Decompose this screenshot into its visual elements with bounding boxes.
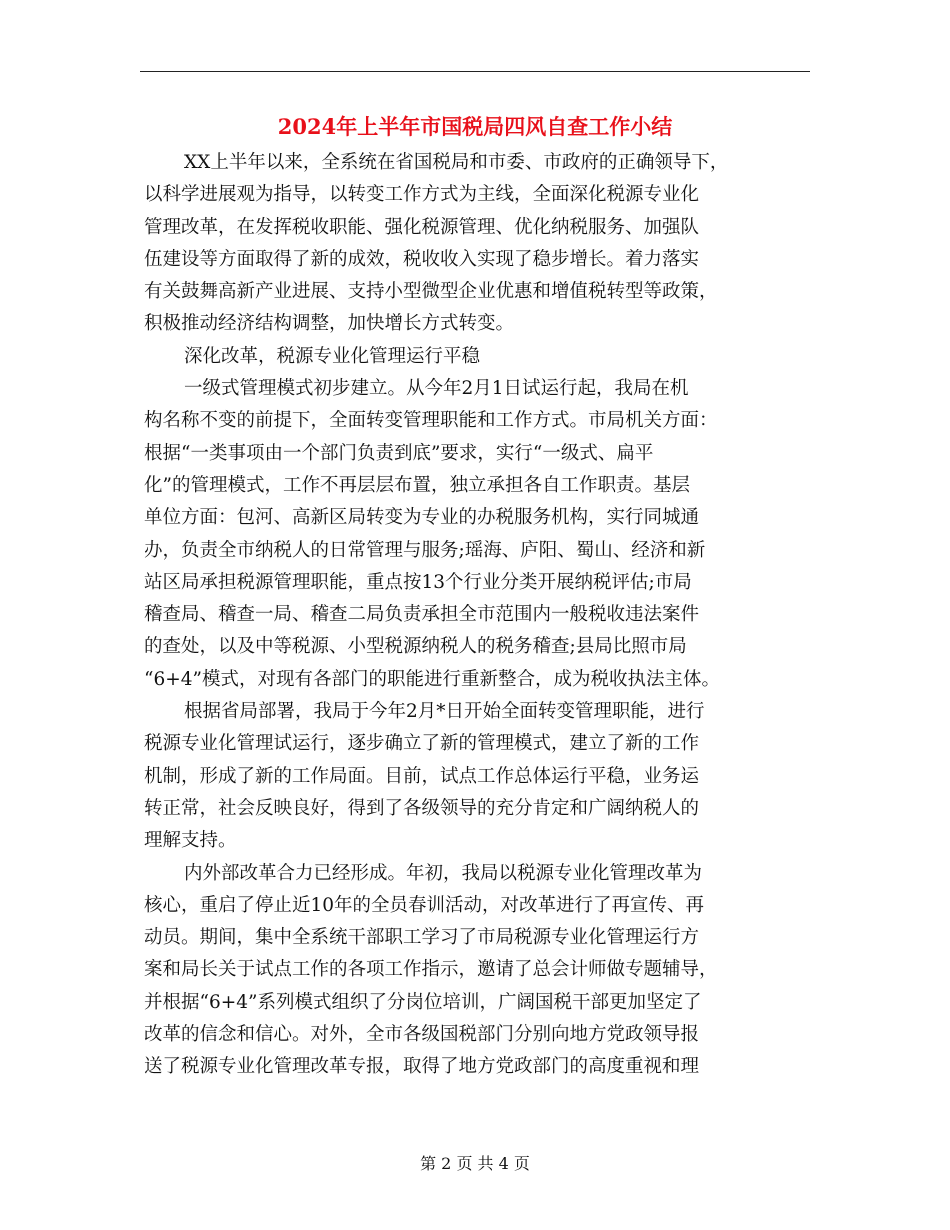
document-body [144, 147, 824, 1084]
page-number: 第 2 页 共 4 页 [420, 1154, 530, 1173]
body-line: 案和局长关于试点工作的各项工作指示，邀请了总会计师做专题辅导， [144, 959, 718, 981]
body-line: 根据“一类事项由一个部门负责到底”要求，实行“一级式、扁平 [144, 442, 654, 464]
document-title: 2024年上半年市国税局四风自查工作小结 [277, 114, 673, 139]
body-line: 理解支持。 [144, 830, 237, 852]
body-line: 一级式管理模式初步建立。从今年2月1日试运行起，我局在机 [184, 378, 689, 400]
header-rule [140, 71, 810, 72]
body-line: 税源专业化管理试运行，逐步确立了新的管理模式，建立了新的工作 [144, 733, 700, 755]
body-line: 内外部改革合力已经形成。年初，我局以税源专业化管理改革为 [184, 862, 703, 884]
body-line: 积极推动经济结构调整，加快增长方式转变。 [144, 313, 515, 335]
body-line: 转正常，社会反映良好，得到了各级领导的充分肯定和广阔纳税人的 [144, 797, 700, 819]
body-line: 办，负责全市纳税人的日常管理与服务;瑶海、庐阳、蜀山、经济和新 [144, 539, 706, 561]
body-line: 构名称不变的前提下，全面转变管理职能和工作方式。市局机关方面： [144, 410, 718, 432]
body-line: 以科学进展观为指导，以转变工作方式为主线，全面深化税源专业化 [144, 184, 700, 206]
body-line: 管理改革，在发挥税收职能、强化税源管理、优化纳税服务、加强队 [144, 216, 700, 238]
body-line: “6+4”模式，对现有各部门的职能进行重新整合，成为税收执法主体。 [144, 668, 720, 690]
body-line: XX上半年以来，全系统在省国税局和市委、市政府的正确领导下， [184, 152, 729, 173]
body-line: 送了税源专业化管理改革专报，取得了地方党政部门的高度重视和理 [144, 1056, 700, 1078]
section-heading: 深化改革，税源专业化管理运行平稳 [184, 345, 481, 367]
body-line: 站区局承担税源管理职能，重点按13个行业分类开展纳税评估;市局 [144, 571, 692, 593]
body-line: 并根据“6+4”系列模式组织了分岗位培训，广阔国税干部更加坚定了 [144, 991, 702, 1013]
body-line: 的查处，以及中等税源、小型税源纳税人的税务稽查;县局比照市局 [144, 636, 687, 658]
body-line: 根据省局部署，我局于今年2月*日开始全面转变管理职能，进行 [184, 701, 705, 723]
body-line: 化”的管理模式，工作不再层层布置，独立承担各自工作职责。基层 [144, 474, 690, 496]
body-line: 动员。期间，集中全系统干部职工学习了市局税源专业化管理运行方 [144, 927, 700, 949]
body-line: 核心，重启了停止近10年的全员春训活动，对改革进行了再宣传、再 [144, 894, 705, 916]
body-line: 稽查局、稽查一局、稽查二局负责承担全市范围内一般税收违法案件 [144, 604, 700, 626]
body-line: 改革的信念和信心。对外，全市各级国税部门分别向地方党政领导报 [144, 1024, 700, 1046]
body-line: 有关鼓舞高新产业进展、支持小型微型企业优惠和增值税转型等政策， [144, 281, 718, 303]
body-line: 单位方面：包河、高新区局转变为专业的办税服务机构，实行同城通 [144, 507, 700, 529]
body-line: 机制，形成了新的工作局面。目前，试点工作总体运行平稳，业务运 [144, 765, 700, 787]
body-line: 伍建设等方面取得了新的成效，税收收入实现了稳步增长。着力落实 [144, 248, 700, 270]
